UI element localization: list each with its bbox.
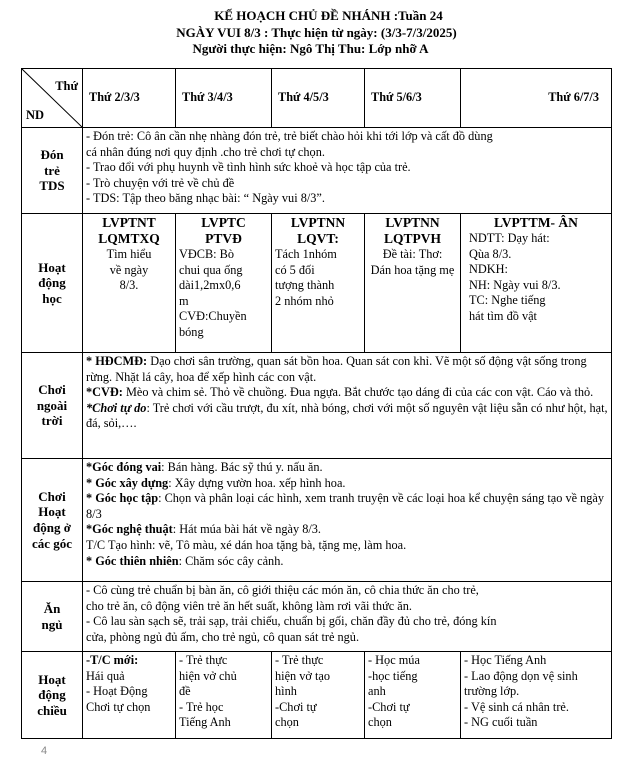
lesson-title: PTVĐ [205,231,242,246]
row-choi-goc [22,459,612,582]
lesson-title: LVPTTM- ÂN [494,215,578,230]
an-ngu-line: cho trẻ ăn, cô động viên trẻ ăn hết suất, không làm rơi vãi thức ăn. [86,598,412,613]
lesson-wed: LVPTNN LQVT: Tách 1nhóm có 5 đối tượng thành 2 nhóm nhỏ [272,214,365,353]
goc-item: * Góc thiên nhiên: Chăm sóc cây cảnh. [86,553,284,568]
plan-title: KẾ HOẠCH CHỦ ĐỀ NHÁNH :Tuần 24 [214,8,443,23]
lesson-title: LVPTNT [102,215,156,230]
table-header-row [22,69,612,128]
lesson-title: LVPTC [201,215,246,230]
lesson-tue: LVPTC PTVĐ VĐCB: Bò chui qua ống dài1,2mx0,6 m CVĐ:Chuyền bóng [176,214,272,353]
afternoon-wed: - Trẻ thực hiện vở tạo hình -Chơi tự chọn [272,652,365,739]
goc-item: *Góc nghệ thuật: Hát múa bài hát về ngày 8/3. [86,522,321,537]
don-tre-line: - Đón trẻ: Cô ân cần nhẹ nhàng đón trẻ, trẻ biết chào hỏi khi tới lớp và cất đồ dùng [86,129,493,143]
row-label-choi-ngoai-troi: Chơi ngoài trời [22,353,83,459]
corner-day-label: Thứ [55,79,78,93]
row-don-tre [22,128,612,214]
don-tre-content [83,128,612,214]
plan-teacher: Người thực hiện: Ngô Thị Thu: Lớp nhỡ A [192,41,429,56]
hdcmd-label: * HĐCMĐ: [86,354,148,368]
hdcmd-paragraph: * HĐCMĐ: Dạo chơi sân trường, quan sát bồn hoa. Quan sát con khỉ. Vẽ một số động vật sống trong rừng. Nhặt lá cây, hoa để xếp hình các con vật. [86,354,587,384]
don-tre-line: - TDS: Tập theo băng nhạc bài: “ Ngày vui 8/3”. [86,191,325,206]
page-number: 4 [41,745,48,757]
corner-content-label: ND [26,108,45,123]
row-an-ngu [22,582,612,652]
row-label-an-ngu: Ăn ngủ [22,582,83,652]
cvd-label: *CVĐ: [86,385,123,400]
lesson-thu: LVPTNN LQTPVH Đề tài: Thơ: Dán hoa tặng mẹ [365,214,461,353]
lesson-title: LQMTXQ [98,231,160,246]
don-tre-line: cá nhân đúng nơi quy định .cho trẻ chơi tự chọn. [86,144,325,159]
day-header-tue: Thứ 3/4/3 [176,69,272,128]
row-label-hoat-dong-hoc: Hoạt động học [22,214,83,353]
row-hoat-dong-hoc [22,214,612,353]
afternoon-mon: -T/C mới: Hái quả - Hoạt Động Chơi tự chọn [83,652,176,739]
lesson-title: LVPTNN [290,215,346,230]
plan-dates: NGÀY VUI 8/3 : Thực hiện từ ngày: (3/3-7/3/2025) [176,24,457,40]
day-header-wed: Thứ 4/5/3 [272,69,365,128]
afternoon-thu: - Học múa -học tiếng anh -Chơi tự chọn [365,652,461,739]
an-ngu-line: cửa, phòng ngủ đủ ấm, cho trẻ ngủ, cô quan sát trẻ ngủ. [86,629,360,644]
lesson-title: LQTPVH [383,231,441,246]
choi-tu-do-label: *Chơi tự do [86,400,147,415]
day-header-mon: Thứ 2/3/3 [83,69,176,128]
goc-item: * Góc xây dựng: Xây dựng vườn hoa. xếp hình hoa. [86,475,346,490]
afternoon-fri: - Học Tiếng Anh - Lao động dọn vệ sinh trường lớp. - Vệ sinh cá nhân trẻ. - NG cuối tuần [461,652,612,739]
afternoon-tue: - Trẻ thực hiện vở chủ đề - Trẻ học Tiếng Anh [176,652,272,739]
cvd-paragraph: *CVĐ: Mèo và chim sẻ. Thỏ về chuồng. Đua ngựa. Bắt chước tạo dáng đi của các con vật. Cáo và thỏ. [86,385,594,400]
row-choi-ngoai-troi [22,353,612,459]
goc-item: T/C Tạo hình: vẽ, Tô màu, xé dán hoa tặng bà, tặng mẹ, làm hoa. [86,537,407,552]
row-label-hoat-dong-chieu: Hoạt động chiều [22,652,83,739]
goc-item: * Góc học tập: Chọn và phân loại các hình, xem tranh truyện về các loại hoa kể chuyện sáng tạo về ngày 8/3 [86,491,605,521]
day-header-fri: Thứ 6/7/3 [461,69,612,128]
row-label-don-tre: Đón trẻ TDS [22,128,83,214]
document-header [0,8,621,58]
an-ngu-line: - Cô cùng trẻ chuẩn bị bàn ăn, cô giới thiệu các món ăn, cô chia thức ăn cho trẻ, [86,583,479,597]
lesson-title: LQVT: [297,231,339,246]
goc-item: *Góc đóng vai: Bán hàng. Bác sỹ thú y. nấu ăn. [86,460,323,474]
choi-ngoai-troi-content [83,353,612,459]
corner-cell [22,69,83,128]
weekly-plan-table [21,68,612,739]
row-hoat-dong-chieu [22,652,612,739]
an-ngu-content [83,582,612,652]
lesson-mon: LVPTNT LQMTXQ Tìm hiểu về ngày 8/3. [83,214,176,353]
lesson-title: LVPTNN [385,215,440,230]
choi-goc-content [83,459,612,582]
an-ngu-line: - Cô lau sàn sạch sẽ, trải sạp, trải chiếu, chuẩn bị gối, chăn đầy đủ cho trẻ, đóng kín [86,614,497,629]
don-tre-line: - Trò chuyện với trẻ về chủ đề [86,175,235,190]
lesson-fri: LVPTTM- ÂN NDTT: Dạy hát: Qùa 8/3. NDKH: NH: Ngày vui 8/3. TC: Nghe tiếng hát tìm đồ vật [461,214,612,353]
choi-tu-do-paragraph: *Chơi tự do: Trẻ chơi với cầu trượt, đu xít, nhà bóng, chơi với một số nguyên vật liệu sẵn có như hột, hạt, đá, sỏi,…. [86,400,608,431]
don-tre-line: - Trao đổi với phụ huynh về tình hình sức khoẻ và học tập của trẻ. [86,160,411,175]
row-label-choi-goc: Chơi Hoạt động ở các góc [22,459,83,582]
day-header-thu: Thứ 5/6/3 [365,69,461,128]
